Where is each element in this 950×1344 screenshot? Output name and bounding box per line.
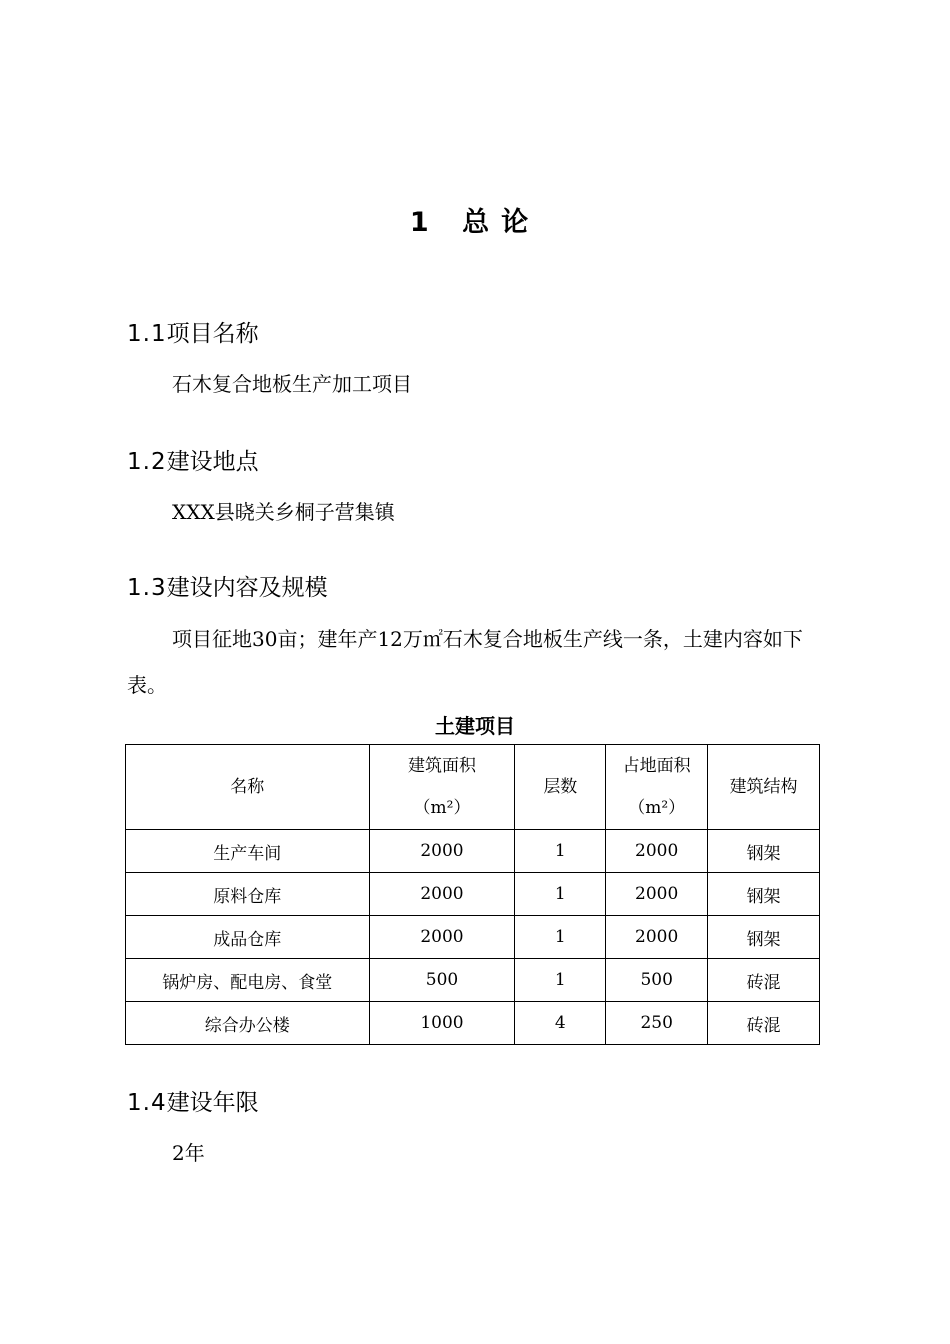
cell-land-area: 2000 [606,916,708,959]
project-name-text: 石木复合地板生产加工项目 [172,372,412,396]
cell-structure: 钢架 [708,873,820,916]
header-name: 名称 [126,745,370,830]
section-number: 1.3 [127,575,167,601]
cell-build-area: 500 [369,959,515,1002]
cell-build-area: 2000 [369,916,515,959]
cell-floors: 1 [515,830,606,873]
header-build-area-unit: （m²） [413,798,471,818]
cell-floors: 1 [515,959,606,1002]
cell-land-area: 500 [606,959,708,1002]
cell-structure: 砖混 [708,1002,820,1045]
cell-structure: 砖混 [708,959,820,1002]
section-heading-1-2 [127,443,259,476]
cell-name: 原料仓库 [126,873,370,916]
table-caption: 土建项目 [435,714,515,738]
section-number: 1.2 [127,449,167,475]
header-build-area [369,745,515,830]
cell-land-area: 250 [606,1002,708,1045]
cell-floors: 1 [515,916,606,959]
cell-name: 综合办公楼 [126,1002,370,1045]
section-title: 项目名称 [166,321,259,347]
section-title: 建设年限 [166,1090,259,1116]
location-text: XXX县晓关乡桐子营集镇 [172,500,395,524]
section-heading-1-4 [127,1084,259,1117]
header-land-area-unit: （m²） [628,798,686,818]
table-row [126,916,820,959]
header-structure: 建筑结构 [708,745,820,830]
header-land-area [606,745,708,830]
table-row [126,873,820,916]
header-land-area-label: 占地面积 [622,756,691,776]
cell-land-area: 2000 [606,873,708,916]
cell-build-area: 2000 [369,873,515,916]
cell-floors: 1 [515,873,606,916]
cell-structure: 钢架 [708,830,820,873]
cell-land-area: 2000 [606,830,708,873]
cell-build-area: 2000 [369,830,515,873]
scope-paragraph: 项目征地30亩；建年产12万㎡石木复合地板生产线一条，土建内容如下表。 [127,627,803,697]
cell-name: 成品仓库 [126,916,370,959]
cell-build-area: 1000 [369,1002,515,1045]
header-build-area-label: 建筑面积 [407,756,476,776]
header-floors: 层数 [515,745,606,830]
table-row [126,959,820,1002]
section-number: 1.4 [127,1090,167,1116]
table-row [126,830,820,873]
section-heading-1-3 [127,569,328,602]
cell-floors: 4 [515,1002,606,1045]
cell-name: 生产车间 [126,830,370,873]
section-title: 建设内容及规模 [166,575,328,601]
construction-table [125,744,820,1045]
chapter-title: 1 总论 [409,207,541,238]
duration-text: 2年 [172,1141,205,1165]
section-number: 1.1 [127,321,167,347]
cell-name: 锅炉房、配电房、食堂 [126,959,370,1002]
table-row [126,1002,820,1045]
cell-structure: 钢架 [708,916,820,959]
table-header-row [126,745,820,830]
section-title: 建设地点 [166,449,259,475]
section-heading-1-1 [127,315,259,348]
